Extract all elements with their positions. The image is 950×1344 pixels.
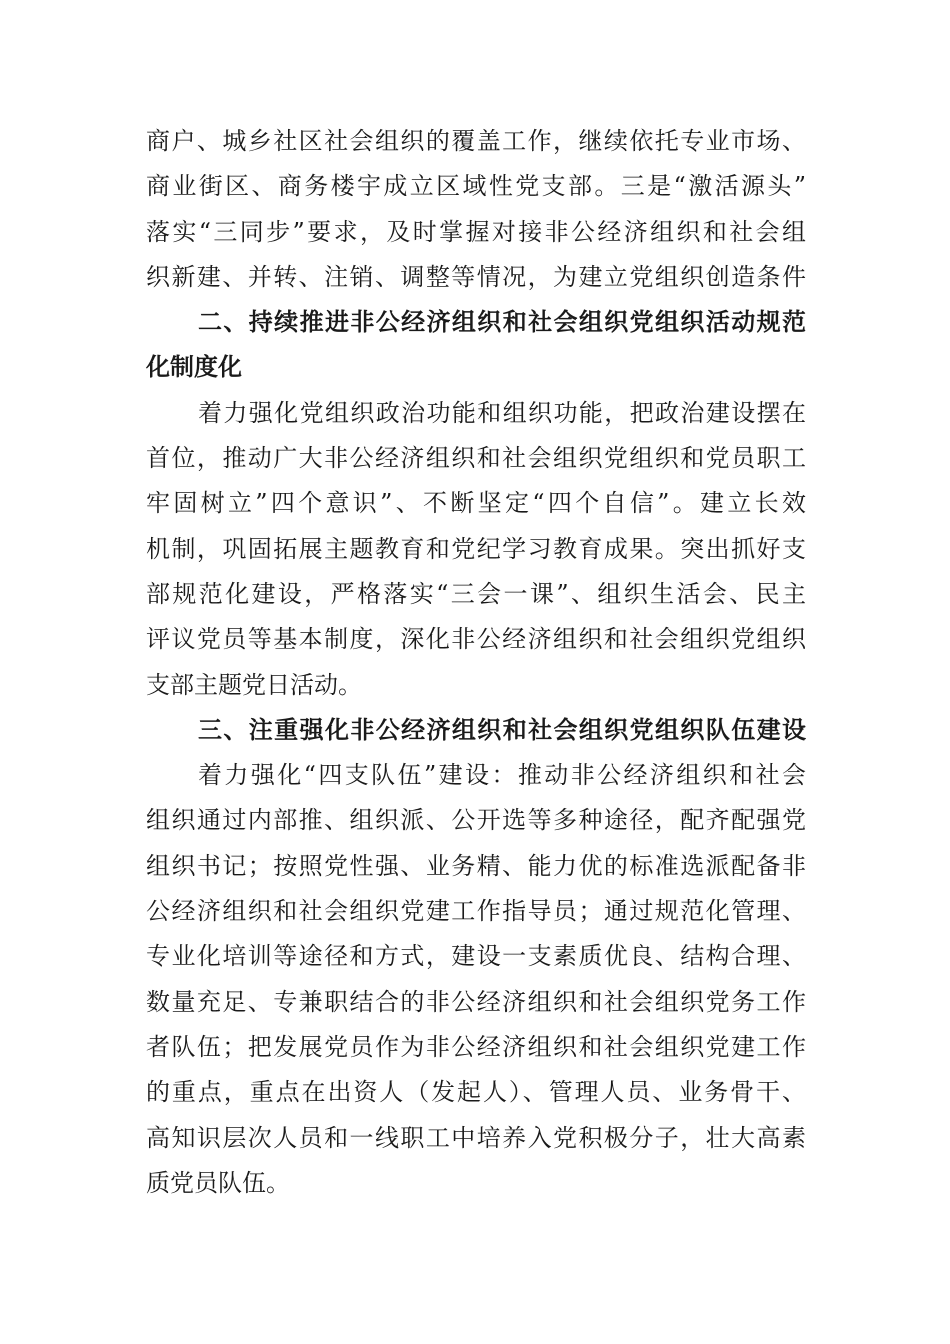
continued-paragraph — [146, 119, 806, 300]
section-3-heading — [146, 708, 806, 753]
heading-line: 二、持续推进非公经济组织和社会组织党组织活动规范 — [198, 308, 806, 337]
text-line: 牢固树立”四个意识”、不断坚定“四个自信”。建立长效 — [146, 489, 806, 518]
text-line: 机制，巩固拓展主题教育和党纪学习教育成果。突出抓好支 — [146, 534, 806, 563]
text-line: 评议党员等基本制度，深化非公经济组织和社会组织党组织 — [146, 625, 806, 654]
text-line: 者队伍；把发展党员作为非公经济组织和社会组织党建工作 — [146, 1032, 806, 1061]
text-line: 质党员队伍。 — [146, 1168, 290, 1197]
text-line: 数量充足、专兼职结合的非公经济组织和社会组织党务工作 — [146, 987, 806, 1016]
heading-line: 化制度化 — [146, 353, 242, 382]
text-line: 着力强化“四支队伍”建设：推动非公经济组织和社会 — [198, 761, 806, 790]
text-line: 商户、城乡社区社会组织的覆盖工作，继续依托专业市场、 — [146, 127, 806, 155]
section-3-paragraph — [146, 753, 806, 1206]
text-line: 公经济组织和社会组织党建工作指导员；通过规范化管理、 — [146, 897, 806, 926]
text-line: 组织书记；按照党性强、业务精、能力优的标准选派配备非 — [146, 851, 806, 880]
text-line: 首位，推动广大非公经济组织和社会组织党组织和党员职工 — [146, 444, 806, 473]
text-line: 部规范化建设，严格落实“三会一课”、组织生活会、民主 — [146, 579, 806, 608]
text-line: 支部主题党日活动。 — [146, 670, 362, 699]
text-line: 落实“三同步”要求，及时掌握对接非公经济组织和社会组 — [146, 217, 806, 246]
text-line: 高知识层次人员和一线职工中培养入党积极分子，壮大高素 — [146, 1123, 806, 1152]
text-line: 商业街区、商务楼宇成立区域性党支部。三是“激活源头” — [146, 172, 806, 201]
text-line: 着力强化党组织政治功能和组织功能，把政治建设摆在 — [198, 398, 806, 427]
text-line: 的重点，重点在出资人（发起人）、管理人员、业务骨干、 — [146, 1078, 806, 1107]
text-line: 组织通过内部推、组织派、公开选等多种途径，配齐配强党 — [146, 806, 806, 835]
text-line: 专业化培训等途径和方式，建设一支素质优良、结构合理、 — [146, 942, 806, 971]
section-2-heading — [146, 300, 806, 391]
heading-line: 三、注重强化非公经济组织和社会组织党组织队伍建设 — [198, 715, 806, 744]
document-body — [146, 119, 806, 1206]
text-line: 织新建、并转、注销、调整等情况，为建立党组织创造条件 — [146, 262, 806, 291]
section-2-paragraph — [146, 391, 806, 708]
